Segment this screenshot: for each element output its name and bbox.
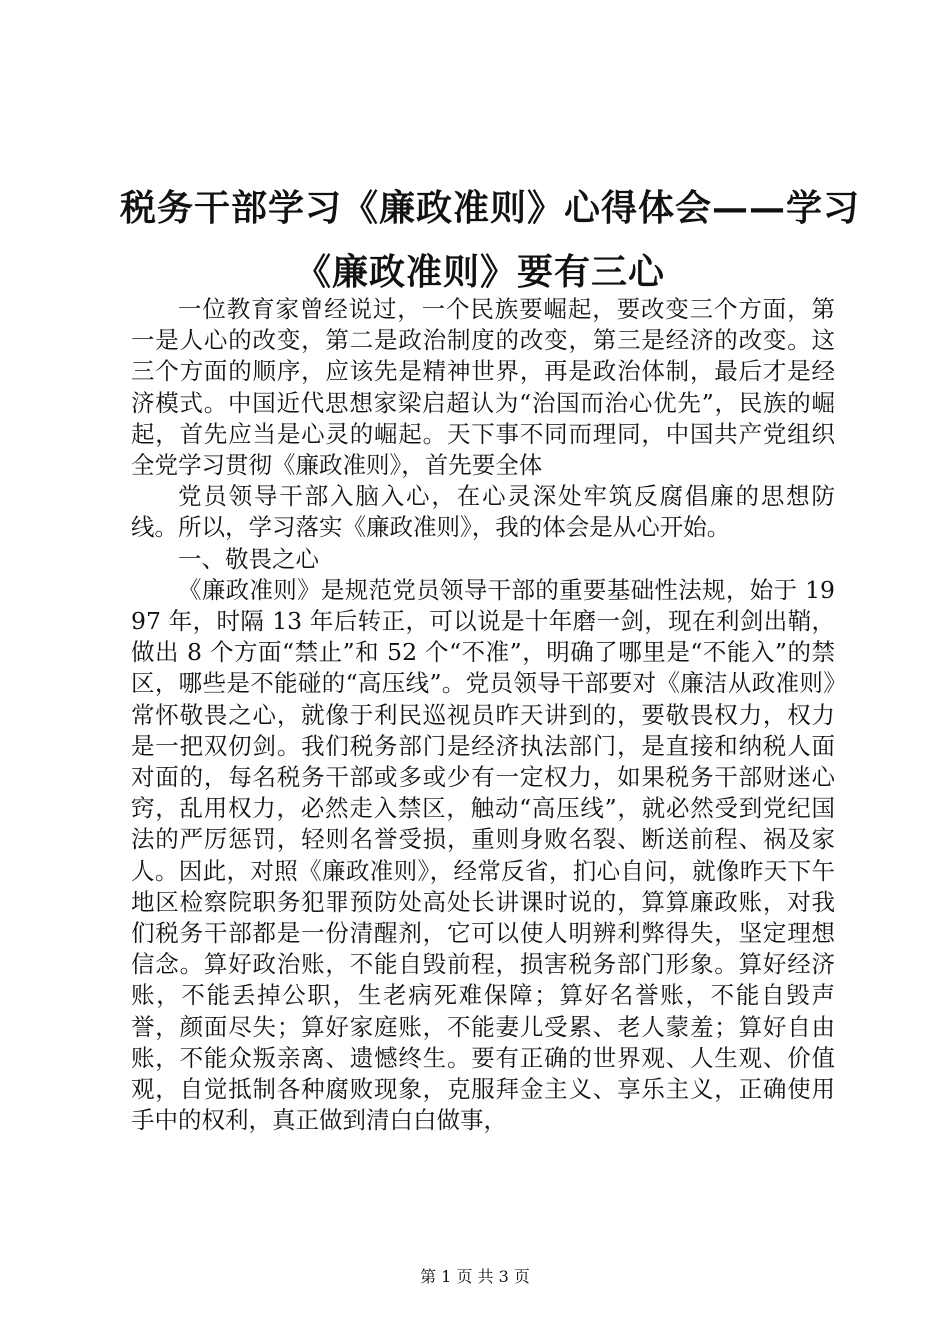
paragraph-reverence: 《廉政准则》是规范党员领导干部的重要基础性法规，始于 1997 年，时隔 13 年后转正，可以说是十年磨一剑，现在利剑出鞘，做出 8 个方面“禁止”和 52 个“不准”，明确了哪里是“不能入”的禁区，哪些是不能碰的“高压线”。党员领导干部要对《廉洁从政准则》常怀敬畏之心，就像于利民巡视员昨天讲到的，要敬畏权力，权力是一把双仞剑。我们税务部门是经济执法部门，是直接和纳税人面对面的，每名税务干部或多或少有一定权力，如果税务干部财迷心窍，乱用权力，必然走入禁区，触动“高压线”，就必然受到党纪国法的严厉惩罚，轻则名誉受损，重则身败名裂、断送前程、祸及家人。因此，对照《廉政准则》，经常反省，扪心自问，就像昨天下午地区检察院职务犯罪预防处高处长讲课时说的，算算廉政账，对我们税务干部都是一份清醒剂，它可以使人明辨利弊得失，坚定理想信念。算好政治账，不能自毁前程，损害税务部门形象。算好经济账，不能丢掉公职，生老病死难保障；算好名誉账，不能自毁声誉，颜面尽失；算好家庭账，不能妻儿受累、老人蒙羞；算好自由账，不能众叛亲离、遗憾终生。要有正确的世界观、人生观、价值观，自觉抵制各种腐败现象，克服拜金主义、享乐主义，正确使用手中的权利，真正做到清白白做事， <box>131 575 835 1135</box>
section-heading-reverence: 一、敬畏之心 <box>178 544 319 573</box>
page-footer: 第 1 页 共 3 页 <box>420 1267 530 1286</box>
document-title-line-1: 税务干部学习《廉政准则》心得体会——学习 <box>120 187 861 229</box>
document-body <box>131 294 835 1136</box>
paragraph-continuation: 党员领导干部入脑入心，在心灵深处牢筑反腐倡廉的思想防线。所以，学习落实《廉政准则》，我的体会是从心开始。 <box>131 482 835 542</box>
paragraph-intro: 一位教育家曾经说过，一个民族要崛起，要改变三个方面，第一是人心的改变，第二是政治制度的改变，第三是经济的改变。这三个方面的顺序，应该先是精神世界，再是政治体制，最后才是经济模式。中国近代思想家梁启超认为“治国而治心优先”，民族的崛起，首先应当是心灵的崛起。天下事不同而理同，中国共产党组织全党学习贯彻《廉政准则》，首先要全体 <box>131 295 835 480</box>
document-title-line-2: 《廉政准则》要有三心 <box>294 251 665 293</box>
